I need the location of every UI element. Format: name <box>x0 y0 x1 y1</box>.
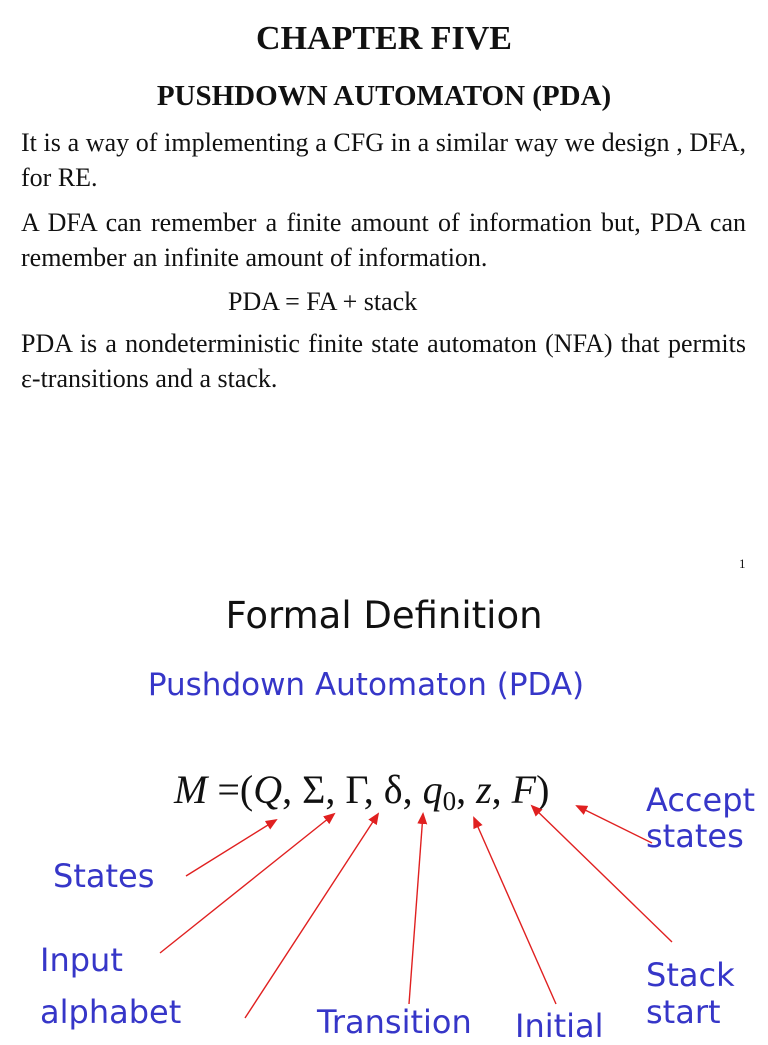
label-transition: Transition <box>317 1003 472 1041</box>
arrow-accept-states <box>577 806 652 843</box>
eq-q: Q <box>253 767 283 812</box>
pda-subtitle: Pushdown Automaton (PDA) <box>147 667 585 703</box>
eq-f: F <box>511 767 537 812</box>
label-accept-line2: states <box>646 817 744 855</box>
label-initial: Initial <box>515 1007 604 1045</box>
paragraph-memory: A DFA can remember a finite amount of information but, PDA can remember an infinite amount of information. <box>21 208 746 272</box>
paragraph-nfa: PDA is a nondeterministic finite state automaton (NFA) that permits ε-transitions and a stack. <box>21 329 746 393</box>
paragraph-implementation: It is a way of implementing a CFG in a similar way we design , DFA, for RE. <box>21 128 746 192</box>
eq-close-paren: ) <box>536 767 550 812</box>
label-input-line1: Input <box>40 941 123 979</box>
eq-comma: , <box>325 767 336 812</box>
eq-equals: = <box>217 767 240 812</box>
eq-comma: , <box>363 767 374 812</box>
arrow-stack-alphabet <box>245 814 378 1018</box>
label-stack-line1: Stack <box>646 956 735 994</box>
label-states: States <box>53 857 155 895</box>
label-input-line2: alphabet <box>40 993 182 1031</box>
pda-formula: PDA = FA + stack <box>228 287 418 316</box>
slide-title: PUSHDOWN AUTOMATON (PDA) <box>156 80 612 112</box>
label-stack-line2: start <box>646 993 721 1031</box>
arrow-states <box>186 820 276 876</box>
eq-m: M <box>174 767 208 812</box>
eq-comma: , <box>282 767 293 812</box>
eq-delta: δ <box>383 767 403 812</box>
formal-definition-title: Formal Definition <box>225 594 543 637</box>
eq-z: z <box>476 767 492 812</box>
eq-sigma: Σ <box>302 767 326 812</box>
page-number: 1 <box>739 556 746 571</box>
chapter-heading: CHAPTER FIVE <box>256 20 512 57</box>
eq-open-paren: ( <box>239 767 254 812</box>
arrow-transition <box>409 814 423 1004</box>
arrow-initial <box>474 818 556 1004</box>
eq-q0-base: q <box>422 767 443 812</box>
label-accept-line1: Accept <box>646 781 756 819</box>
eq-comma: , <box>491 767 502 812</box>
arrow-stack-start <box>532 806 672 942</box>
arrow-input-alphabet <box>160 814 334 953</box>
eq-comma: , <box>456 767 467 812</box>
eq-q0-sub: 0 <box>442 786 457 816</box>
eq-comma: , <box>402 767 413 812</box>
eq-gamma: Γ <box>345 767 364 812</box>
